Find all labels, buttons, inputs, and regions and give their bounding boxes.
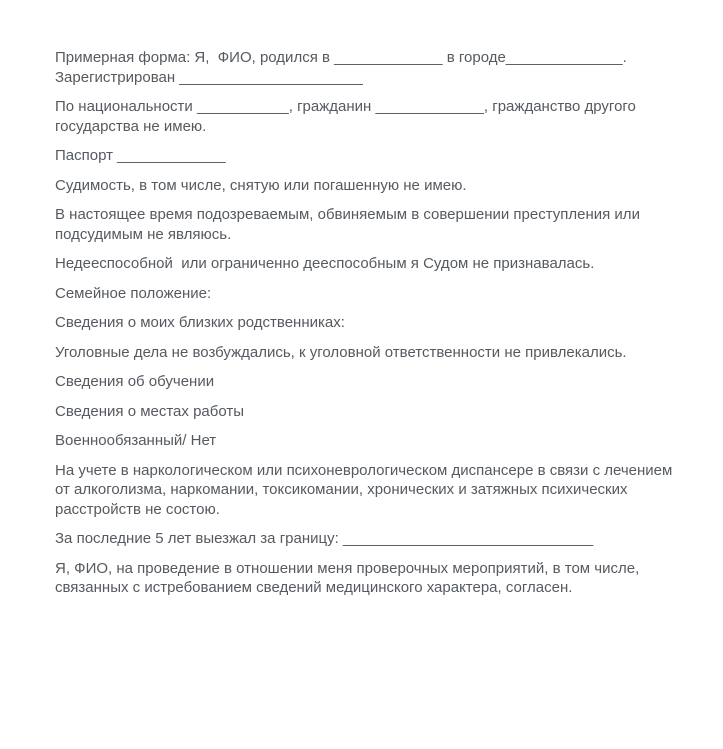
paragraph-travel: За последние 5 лет выезжал за границу: ______________________________ (55, 530, 594, 547)
paragraph-education: Сведения об обучении (55, 373, 215, 390)
paragraph-nationality: По национальности ___________, гражданин _____________, гражданство другого государства не имею. (55, 98, 641, 135)
paragraph-criminal-cases: Уголовные дела не возбуждались, к уголовной ответственности не привлекались. (55, 343, 627, 361)
paragraph-legal-capacity: Недееспособной или ограниченно дееспособным я Судом не признавалась. (55, 255, 595, 272)
paragraph-consent: Я, ФИО, на проведение в отношении меня проверочных мероприятий, в том числе, связанных с истребованием сведений медицинского характера, согласен. (55, 559, 644, 596)
paragraph-dispensary: На учете в наркологическом или психоневрологическом диспансере в связи с лечением от алкоголизма, наркомании, токсикомании, хронических и затяжных психических расстройств не состою. (55, 461, 677, 518)
paragraph-criminal-record: Судимость, в том числе, снятую или погашенную не имею. (55, 176, 467, 194)
paragraph-employment: Сведения о местах работы (55, 402, 245, 420)
paragraph-military: Военнообязанный/ Нет (55, 432, 217, 449)
document-body (55, 48, 675, 608)
paragraph-suspect-status: В настоящее время подозреваемым, обвиняемым в совершении преступления или подсудимым не являюсь. (55, 206, 645, 243)
paragraph-relatives: Сведения о моих близких родственниках: (55, 314, 345, 331)
paragraph-intro: Примерная форма: Я, ФИО, родился в _____________ в городе______________. Зарегистрирован ______________________ (55, 49, 627, 86)
paragraph-marital-status: Семейное положение: (55, 284, 212, 302)
paragraph-passport: Паспорт _____________ (55, 147, 226, 164)
